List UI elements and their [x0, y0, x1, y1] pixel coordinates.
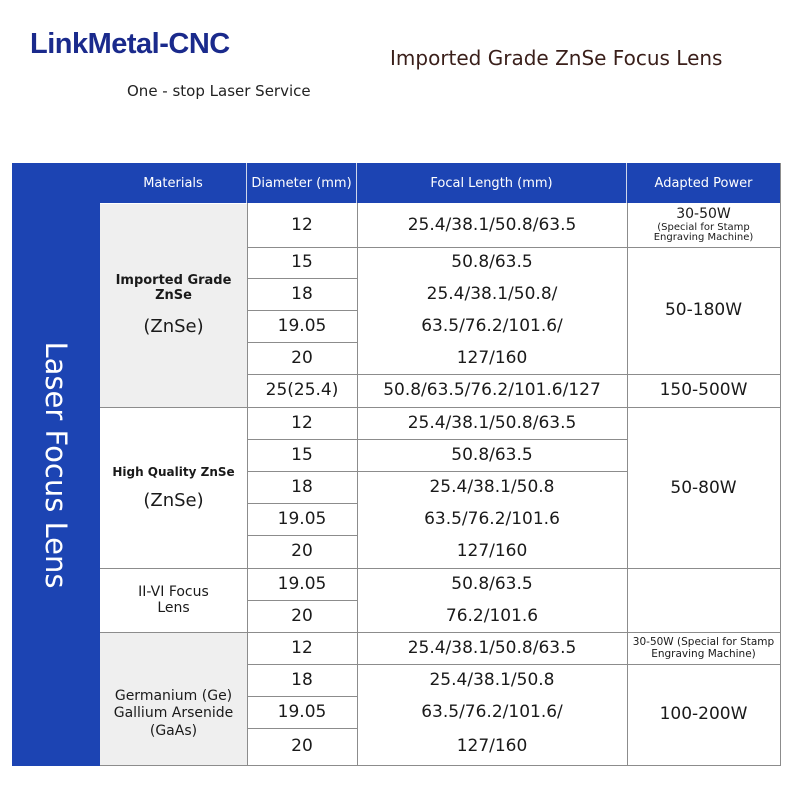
power-note: (Special for Stamp Engraving Machine): [653, 221, 754, 244]
diameter-cell: 20: [291, 541, 313, 562]
sidebar-banner: [12, 163, 100, 766]
focal-length-cell: 127/160: [456, 347, 528, 368]
power-cell: 100-200W: [659, 704, 748, 725]
focal-length-cell: 127/160: [456, 736, 528, 757]
material-sub-label: (ZnSe): [143, 315, 204, 337]
material-ii-vi-focus-lens: [100, 569, 247, 632]
diameter-cell: 12: [291, 638, 313, 659]
diameter-cell: 18: [291, 283, 313, 304]
material-high-quality-znse: [100, 408, 247, 568]
focal-length-cell: 25.4/38.1/50.8: [429, 476, 555, 497]
focal-length-cell: 63.5/76.2/101.6/: [421, 701, 563, 722]
power-value: 30-50W: [676, 206, 731, 223]
focal-length-cell: 127/160: [456, 541, 528, 562]
diameter-cell: 19.05: [277, 315, 327, 336]
diameter-cell: 20: [291, 605, 313, 626]
focal-length-cell: 50.8/63.5: [451, 444, 533, 465]
power-cell: [627, 204, 780, 247]
diameter-cell: 18: [291, 476, 313, 497]
material-germanium-gallium-arsenide: [100, 633, 247, 765]
header-adapted-power: Adapted Power: [627, 163, 780, 203]
diameter-cell: 15: [291, 444, 313, 465]
header-materials: Materials: [100, 163, 247, 203]
sidebar-title: Laser Focus Lens: [39, 340, 73, 589]
focal-length-cell: 25.4/38.1/50.8/: [426, 283, 558, 304]
power-cell: 50-80W: [670, 477, 737, 498]
focal-length-cell: 76.2/101.6: [445, 605, 539, 626]
header-diameter: Diameter (mm): [247, 163, 357, 203]
material-label: II-VI Focus Lens: [138, 584, 209, 616]
material-label: Imported Grade ZnSe: [115, 273, 232, 303]
tagline: One - stop Laser Service: [127, 82, 311, 100]
diameter-cell: 20: [291, 347, 313, 368]
focal-length-cell: 25.4/38.1/50.8/63.5: [407, 215, 577, 236]
focal-length-cell: 63.5/76.2/101.6/: [421, 315, 563, 336]
power-cell: [627, 633, 780, 664]
power-note: 30-50W (Special for Stamp Engraving Machine): [632, 636, 775, 660]
material-label: High Quality ZnSe: [112, 464, 235, 479]
header-focal-length: Focal Length (mm): [357, 163, 627, 203]
brand-logo-text: LinkMetal-CNC: [30, 28, 230, 60]
power-cell: 50-180W: [664, 300, 743, 321]
diameter-cell: 12: [291, 215, 313, 236]
diameter-cell: 18: [291, 669, 313, 690]
power-cell: 150-500W: [659, 380, 748, 401]
material-imported-grade-znse: [100, 204, 247, 407]
focal-length-cell: 50.8/63.5: [451, 252, 533, 273]
diameter-cell: 19.05: [277, 574, 327, 595]
diameter-cell: 15: [291, 252, 313, 273]
focal-length-cell: 25.4/38.1/50.8: [429, 669, 555, 690]
diameter-cell: 20: [291, 736, 313, 757]
power-cell: [627, 569, 780, 632]
diameter-cell: 19.05: [277, 508, 327, 529]
focal-length-cell: 25.4/38.1/50.8/63.5: [407, 638, 577, 659]
diameter-cell: 25(25.4): [265, 380, 339, 401]
focal-length-cell: 25.4/38.1/50.8/63.5: [407, 413, 577, 434]
material-sub-label: (ZnSe): [143, 489, 204, 511]
material-label: Germanium (Ge) Gallium Arsenide (GaAs): [113, 687, 234, 739]
focal-length-cell: 63.5/76.2/101.6: [424, 508, 560, 529]
focal-length-cell: 50.8/63.5: [451, 574, 533, 595]
focal-length-cell: 50.8/63.5/76.2/101.6/127: [383, 380, 601, 401]
diameter-cell: 19.05: [277, 701, 327, 722]
document-title: Imported Grade ZnSe Focus Lens: [390, 46, 723, 70]
diameter-cell: 12: [291, 413, 313, 434]
